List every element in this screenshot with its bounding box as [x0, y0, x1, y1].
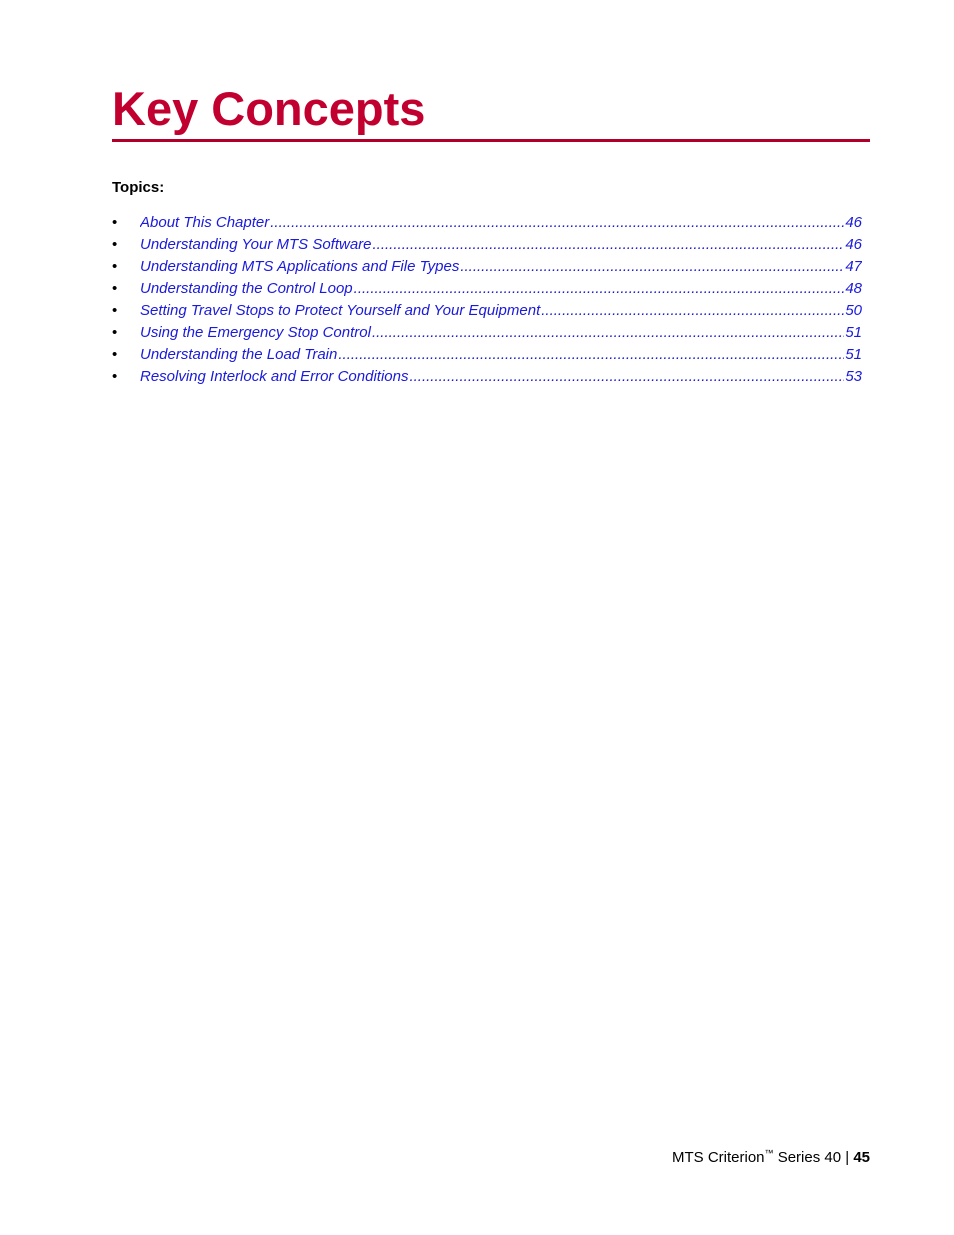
toc-item: [112, 344, 862, 366]
trademark-symbol: ™: [764, 1148, 774, 1158]
toc-item: [112, 234, 862, 256]
toc-page-number: 47: [845, 258, 862, 275]
dot-leader: [541, 300, 844, 322]
toc-page-number: 50: [845, 302, 862, 319]
chapter-title: Key Concepts: [112, 82, 426, 135]
footer-product: MTS Criterion: [672, 1149, 765, 1166]
bullet-icon: •: [112, 324, 118, 341]
bullet-icon: •: [112, 302, 118, 319]
toc-item: [112, 300, 862, 322]
toc-label: About This Chapter: [140, 214, 270, 231]
toc-page-number: 46: [845, 214, 862, 231]
bullet-icon: •: [112, 346, 118, 363]
toc-link-load-train[interactable]: [140, 344, 862, 366]
bullet-icon: •: [112, 258, 118, 275]
dot-leader: [270, 212, 844, 234]
dot-leader: [354, 278, 845, 300]
bullet-icon: •: [112, 280, 118, 297]
toc-page-number: 46: [845, 236, 862, 253]
toc-item: [112, 278, 862, 300]
toc-link-about-this-chapter[interactable]: [140, 212, 862, 234]
title-divider: [112, 139, 870, 142]
page-footer: [672, 1149, 870, 1167]
toc-page-number: 48: [845, 280, 862, 297]
toc-label: Understanding MTS Applications and File Types: [140, 258, 460, 275]
bullet-icon: •: [112, 214, 118, 231]
toc-label: Understanding the Load Train: [140, 346, 338, 363]
dot-leader: [460, 256, 844, 278]
toc-item: [112, 256, 862, 278]
dot-leader: [409, 366, 844, 388]
toc-label: Resolving Interlock and Error Conditions: [140, 368, 409, 385]
toc-link-travel-stops[interactable]: [140, 300, 862, 322]
dot-leader: [373, 234, 845, 256]
toc-item: [112, 366, 862, 388]
toc-label: Understanding Your MTS Software: [140, 236, 372, 253]
toc-item: [112, 212, 862, 234]
toc-page-number: 51: [845, 346, 862, 363]
footer-series: Series 40 |: [773, 1149, 854, 1166]
topics-list: [112, 212, 862, 388]
bullet-icon: •: [112, 368, 118, 385]
topics-heading: Topics:: [112, 179, 165, 196]
toc-label: Using the Emergency Stop Control: [140, 324, 371, 341]
toc-link-interlock-error[interactable]: [140, 366, 862, 388]
toc-link-emergency-stop[interactable]: [140, 322, 862, 344]
toc-link-applications-file-types[interactable]: [140, 256, 862, 278]
toc-link-control-loop[interactable]: [140, 278, 862, 300]
toc-label: Setting Travel Stops to Protect Yourself and Your Equipment: [140, 302, 541, 319]
toc-page-number: 53: [845, 368, 862, 385]
toc-label: Understanding the Control Loop: [140, 280, 353, 297]
footer-page-number: 45: [853, 1149, 870, 1166]
toc-item: [112, 322, 862, 344]
dot-leader: [372, 322, 844, 344]
bullet-icon: •: [112, 236, 118, 253]
toc-page-number: 51: [845, 324, 862, 341]
dot-leader: [338, 344, 844, 366]
toc-link-understanding-software[interactable]: [140, 234, 862, 256]
